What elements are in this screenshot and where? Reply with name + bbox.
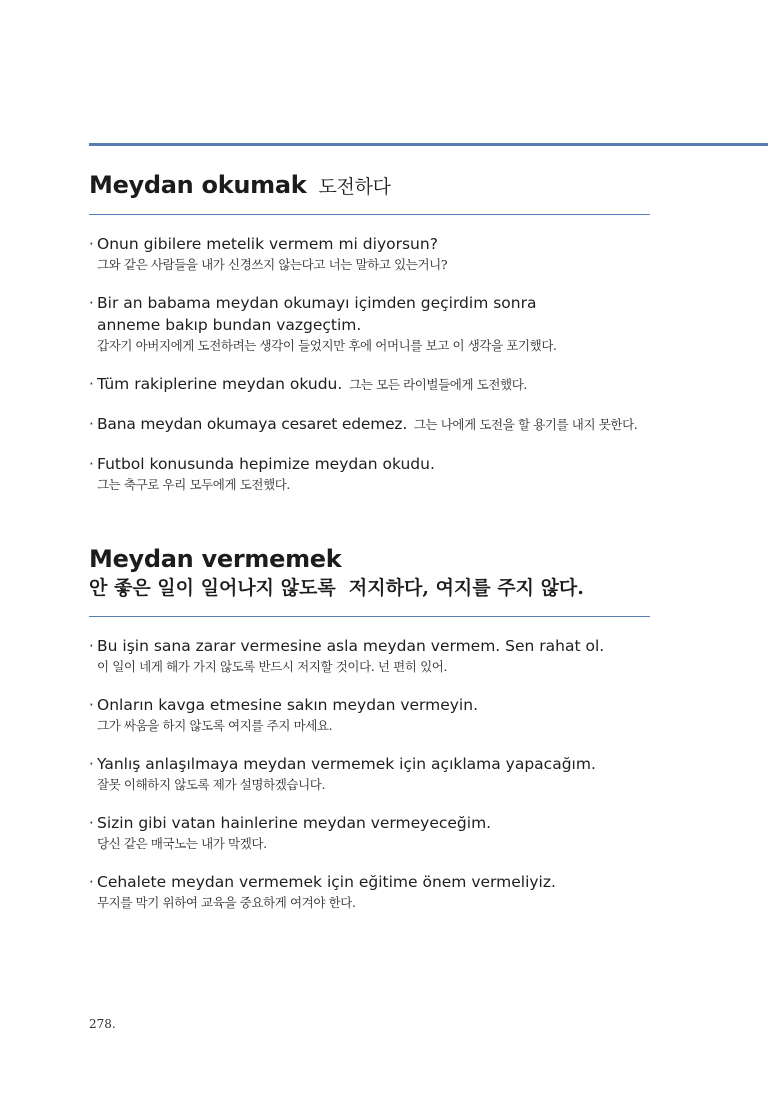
example-turkish-continued: anneme bakıp bundan vazgeçtim. — [97, 316, 362, 334]
example-item — [89, 635, 650, 677]
bullet: · — [89, 235, 94, 253]
example-korean: 당신 같은 매국노는 내가 막겠다. — [97, 836, 267, 851]
example-korean: 그는 모든 라이벌들에게 도전했다. — [349, 377, 527, 392]
example-turkish: Futbol konusunda hepimize meydan okudu. — [97, 455, 435, 473]
top-divider — [89, 143, 768, 146]
heading-divider — [89, 616, 650, 617]
example-turkish: Onların kavga etmesine sakın meydan vermeyin. — [97, 696, 478, 714]
bullet: · — [89, 814, 94, 832]
example-turkish: Bu işin sana zarar vermesine asla meydan vermem. Sen rahat ol. — [97, 637, 605, 655]
example-korean: 갑자기 아버지에게 도전하려는 생각이 들었지만 후에 어머니를 보고 이 생각을 포기했다. — [97, 338, 557, 353]
example-korean: 그는 나에게 도전을 할 용기를 내지 못한다. — [413, 417, 638, 432]
heading-title-korean: 도전하다 — [318, 176, 391, 198]
example-item — [89, 292, 650, 356]
example-item — [89, 453, 650, 495]
example-korean: 그와 같은 사람들을 내가 신경쓰지 않는다고 너는 말하고 있는거니? — [97, 257, 448, 272]
example-turkish: Onun gibilere metelik vermem mi diyorsun? — [97, 235, 438, 253]
example-turkish: Tüm rakiplerine meydan okudu. — [97, 375, 343, 393]
page-number: 278. — [89, 1017, 116, 1031]
section-meydan-okumak — [89, 170, 650, 512]
heading-title: Meydan okumak — [89, 171, 307, 199]
example-korean: 그는 축구로 우리 모두에게 도전했다. — [97, 477, 290, 492]
section-heading — [89, 170, 650, 202]
example-korean: 이 일이 네게 해가 가지 않도록 반드시 저지할 것이다. 넌 편히 있어. — [97, 659, 448, 674]
section-meydan-vermemek — [89, 544, 650, 930]
bullet: · — [89, 755, 94, 773]
example-turkish: Bana meydan okumaya cesaret edemez. — [97, 415, 408, 433]
example-turkish: Sizin gibi vatan hainlerine meydan vermeyeceğim. — [97, 814, 492, 832]
bullet: · — [89, 375, 94, 393]
example-item — [89, 373, 650, 396]
example-item — [89, 694, 650, 736]
bullet: · — [89, 696, 94, 714]
example-item — [89, 753, 650, 795]
heading-subtitle-korean: 안 좋은 일이 일어나지 않도록 저지하다, 여지를 주지 않다. — [89, 577, 584, 599]
example-turkish: Bir an babama meydan okumayı içimden geçirdim sonra — [97, 294, 537, 312]
example-item — [89, 233, 650, 275]
bullet: · — [89, 415, 94, 433]
bullet: · — [89, 873, 94, 891]
example-turkish: Cehalete meydan vermemek için eğitime önem vermeliyiz. — [97, 873, 556, 891]
example-item — [89, 413, 650, 436]
bullet: · — [89, 294, 94, 312]
bullet: · — [89, 637, 94, 655]
bullet: · — [89, 455, 94, 473]
example-turkish: Yanlış anlaşılmaya meydan vermemek için açıklama yapacağım. — [97, 755, 596, 773]
heading-divider — [89, 214, 650, 215]
example-korean: 그가 싸움을 하지 않도록 여지를 주지 마세요. — [97, 718, 333, 733]
example-korean: 잘못 이해하지 않도록 제가 설명하겠습니다. — [97, 777, 326, 792]
example-korean: 무지를 막기 위하여 교육을 중요하게 여겨야 한다. — [97, 895, 356, 910]
section-heading: Meydan vermemek — [89, 545, 342, 573]
example-item — [89, 871, 650, 913]
example-item — [89, 812, 650, 854]
